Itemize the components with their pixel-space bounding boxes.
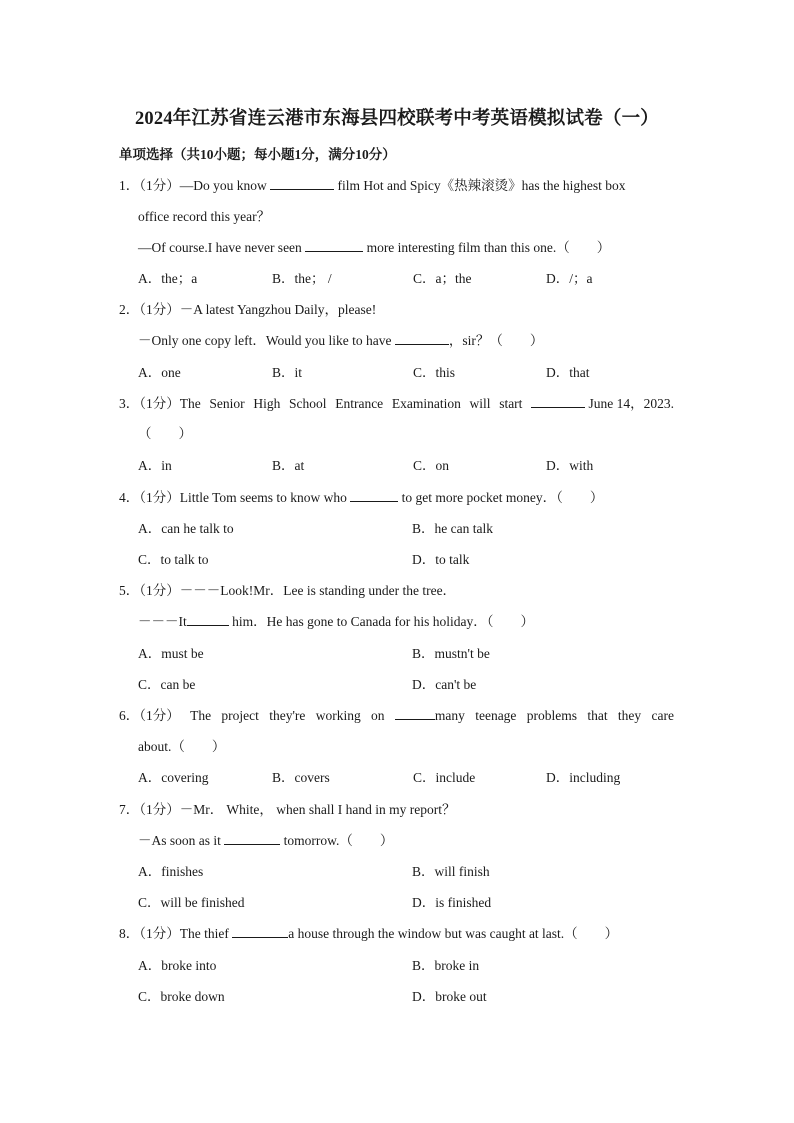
answer-blank	[531, 395, 585, 408]
q8-option-b[interactable]: B．broke in	[412, 958, 480, 973]
q6-blank-word	[395, 707, 465, 725]
q6-word: that	[587, 708, 608, 723]
q1-option-c[interactable]: C．a；the	[413, 271, 472, 286]
q3-word: School	[289, 396, 327, 411]
q3-word: Examination	[391, 396, 461, 411]
q8-option-a[interactable]: A．broke into	[138, 958, 217, 973]
q4-option-d[interactable]: D．to talk	[412, 552, 470, 567]
question-4-line-1-start: 4．（1分）Little Tom seems to know who	[119, 490, 351, 505]
question-3-tail-text: June 14，2023.	[585, 396, 674, 411]
question-1-line-2: office record this year？	[138, 209, 271, 224]
q6-option-d[interactable]: D．including	[546, 770, 621, 785]
q7-option-d[interactable]: D．is finished	[412, 895, 492, 910]
question-3-line-1	[119, 395, 674, 413]
question-2-line-2-start: －Only one copy left．Would you like to have	[138, 333, 395, 348]
q6-word: teenage	[475, 708, 517, 723]
question-5-line-2	[138, 613, 534, 631]
q3-word: start	[499, 396, 523, 411]
question-7-line-2-start: －As soon as it	[138, 833, 225, 848]
q6-word: care	[651, 708, 674, 723]
q7-option-b[interactable]: B．will finish	[412, 864, 490, 879]
q6-word: on	[371, 708, 385, 723]
question-3-tail	[531, 395, 674, 413]
question-2-line-2-end: ，sir？（ ）	[448, 333, 544, 348]
question-7-line-2-end: tomorrow.（ ）	[280, 833, 394, 848]
q6-word: many	[434, 708, 465, 723]
question-6-line-1	[119, 707, 674, 725]
q3-option-a[interactable]: A．in	[138, 458, 172, 473]
q5-option-c[interactable]: C．can be	[138, 677, 196, 692]
q3-word: 3．（1分）The	[119, 396, 201, 411]
question-1-line-3	[138, 239, 610, 257]
q6-option-b[interactable]: B．covers	[272, 770, 330, 785]
q3-word: Entrance	[335, 396, 384, 411]
question-8-line-1	[119, 925, 618, 943]
q6-word: they	[617, 708, 642, 723]
q6-word: project	[221, 708, 259, 723]
question-1-line-1	[119, 177, 674, 195]
q6-word: working	[315, 708, 361, 723]
question-4-line-1	[119, 489, 603, 507]
question-8-line-1-end: a house through the window but was caught at last.（ ）	[288, 926, 619, 941]
answer-blank	[187, 613, 229, 626]
q4-option-a[interactable]: A．can he talk to	[138, 521, 234, 536]
answer-blank	[395, 332, 449, 345]
question-5-line-1: 5．（1分）－－－Look!Mr．Lee is standing under the tree．	[119, 583, 457, 598]
q2-option-a[interactable]: A．one	[138, 365, 181, 380]
question-1-line-3-end: more interesting film than this one.（ ）	[363, 240, 611, 255]
question-3	[119, 395, 674, 413]
question-6	[119, 707, 674, 725]
q6-word: The	[190, 708, 212, 723]
q4-option-b[interactable]: B．he can talk	[412, 521, 493, 536]
q2-option-d[interactable]: D．that	[546, 365, 590, 380]
question-1-prefix: 1．（1分）—Do you know	[119, 178, 271, 193]
q3-option-d[interactable]: D．with	[546, 458, 594, 473]
q8-option-c[interactable]: C．broke down	[138, 989, 225, 1004]
question-5-line-2-end: him．He has gone to Canada for his holiday．（ ）	[228, 614, 534, 629]
question-1-text	[119, 177, 625, 195]
q5-option-d[interactable]: D．can't be	[412, 677, 477, 692]
q5-option-b[interactable]: B．mustn't be	[412, 646, 490, 661]
page-title: 2024年江苏省连云港市东海县四校联考中考英语模拟试卷（一）	[134, 109, 659, 129]
q1-option-d[interactable]: D．/；a	[546, 271, 593, 286]
answer-blank	[305, 239, 363, 252]
q2-option-b[interactable]: B．it	[272, 365, 303, 380]
q6-option-a[interactable]: A．covering	[138, 770, 209, 785]
answer-blank	[350, 489, 398, 502]
q6-option-c[interactable]: C．include	[413, 770, 476, 785]
q3-word: High	[253, 396, 281, 411]
question-2-line-1: 2．（1分）－A latest Yangzhou Daily，please!	[119, 302, 377, 317]
q7-option-c[interactable]: C．will be finished	[138, 895, 245, 910]
question-8-line-1-start: 8．（1分）The thief	[119, 926, 233, 941]
question-1	[119, 177, 674, 195]
question-3-line-2: （ ）	[138, 426, 192, 441]
q7-option-a[interactable]: A．finishes	[138, 864, 204, 879]
question-2-line-2	[138, 332, 543, 350]
q2-option-c[interactable]: C．this	[413, 365, 456, 380]
q4-option-c[interactable]: C．to talk to	[138, 552, 209, 567]
q8-option-d[interactable]: D．broke out	[412, 989, 487, 1004]
answer-blank	[232, 925, 288, 938]
question-4-line-1-end: to get more pocket money．（ ）	[398, 490, 604, 505]
q5-option-a[interactable]: A．must be	[138, 646, 204, 661]
q3-option-b[interactable]: B．at	[272, 458, 305, 473]
answer-blank	[395, 707, 435, 720]
q3-option-c[interactable]: C．on	[413, 458, 450, 473]
question-1-mid: film Hot and Spicy《热辣滚烫》has the highest box	[334, 178, 626, 193]
q1-option-b[interactable]: B．the； /	[272, 271, 332, 286]
section-heading: 单项选择（共10小题；每小题1分，满分10分）	[119, 147, 396, 162]
q3-word: Senior	[209, 396, 245, 411]
question-5-line-2-start: －－－It	[138, 614, 187, 629]
question-1-line-3-start: —Of course.I have never seen	[138, 240, 306, 255]
answer-blank	[270, 177, 334, 190]
q6-word: 6．（1分）	[119, 708, 180, 723]
q3-word: will	[469, 396, 491, 411]
q1-option-a[interactable]: A．the；a	[138, 271, 198, 286]
question-7-line-2	[138, 832, 393, 850]
answer-blank	[224, 832, 280, 845]
question-6-line-2: about.（ ）	[138, 739, 226, 754]
q6-word: they're	[269, 708, 306, 723]
q6-word: problems	[526, 708, 577, 723]
question-7-line-1: 7．（1分）－Mr． White， when shall I hand in my report？	[119, 802, 456, 817]
